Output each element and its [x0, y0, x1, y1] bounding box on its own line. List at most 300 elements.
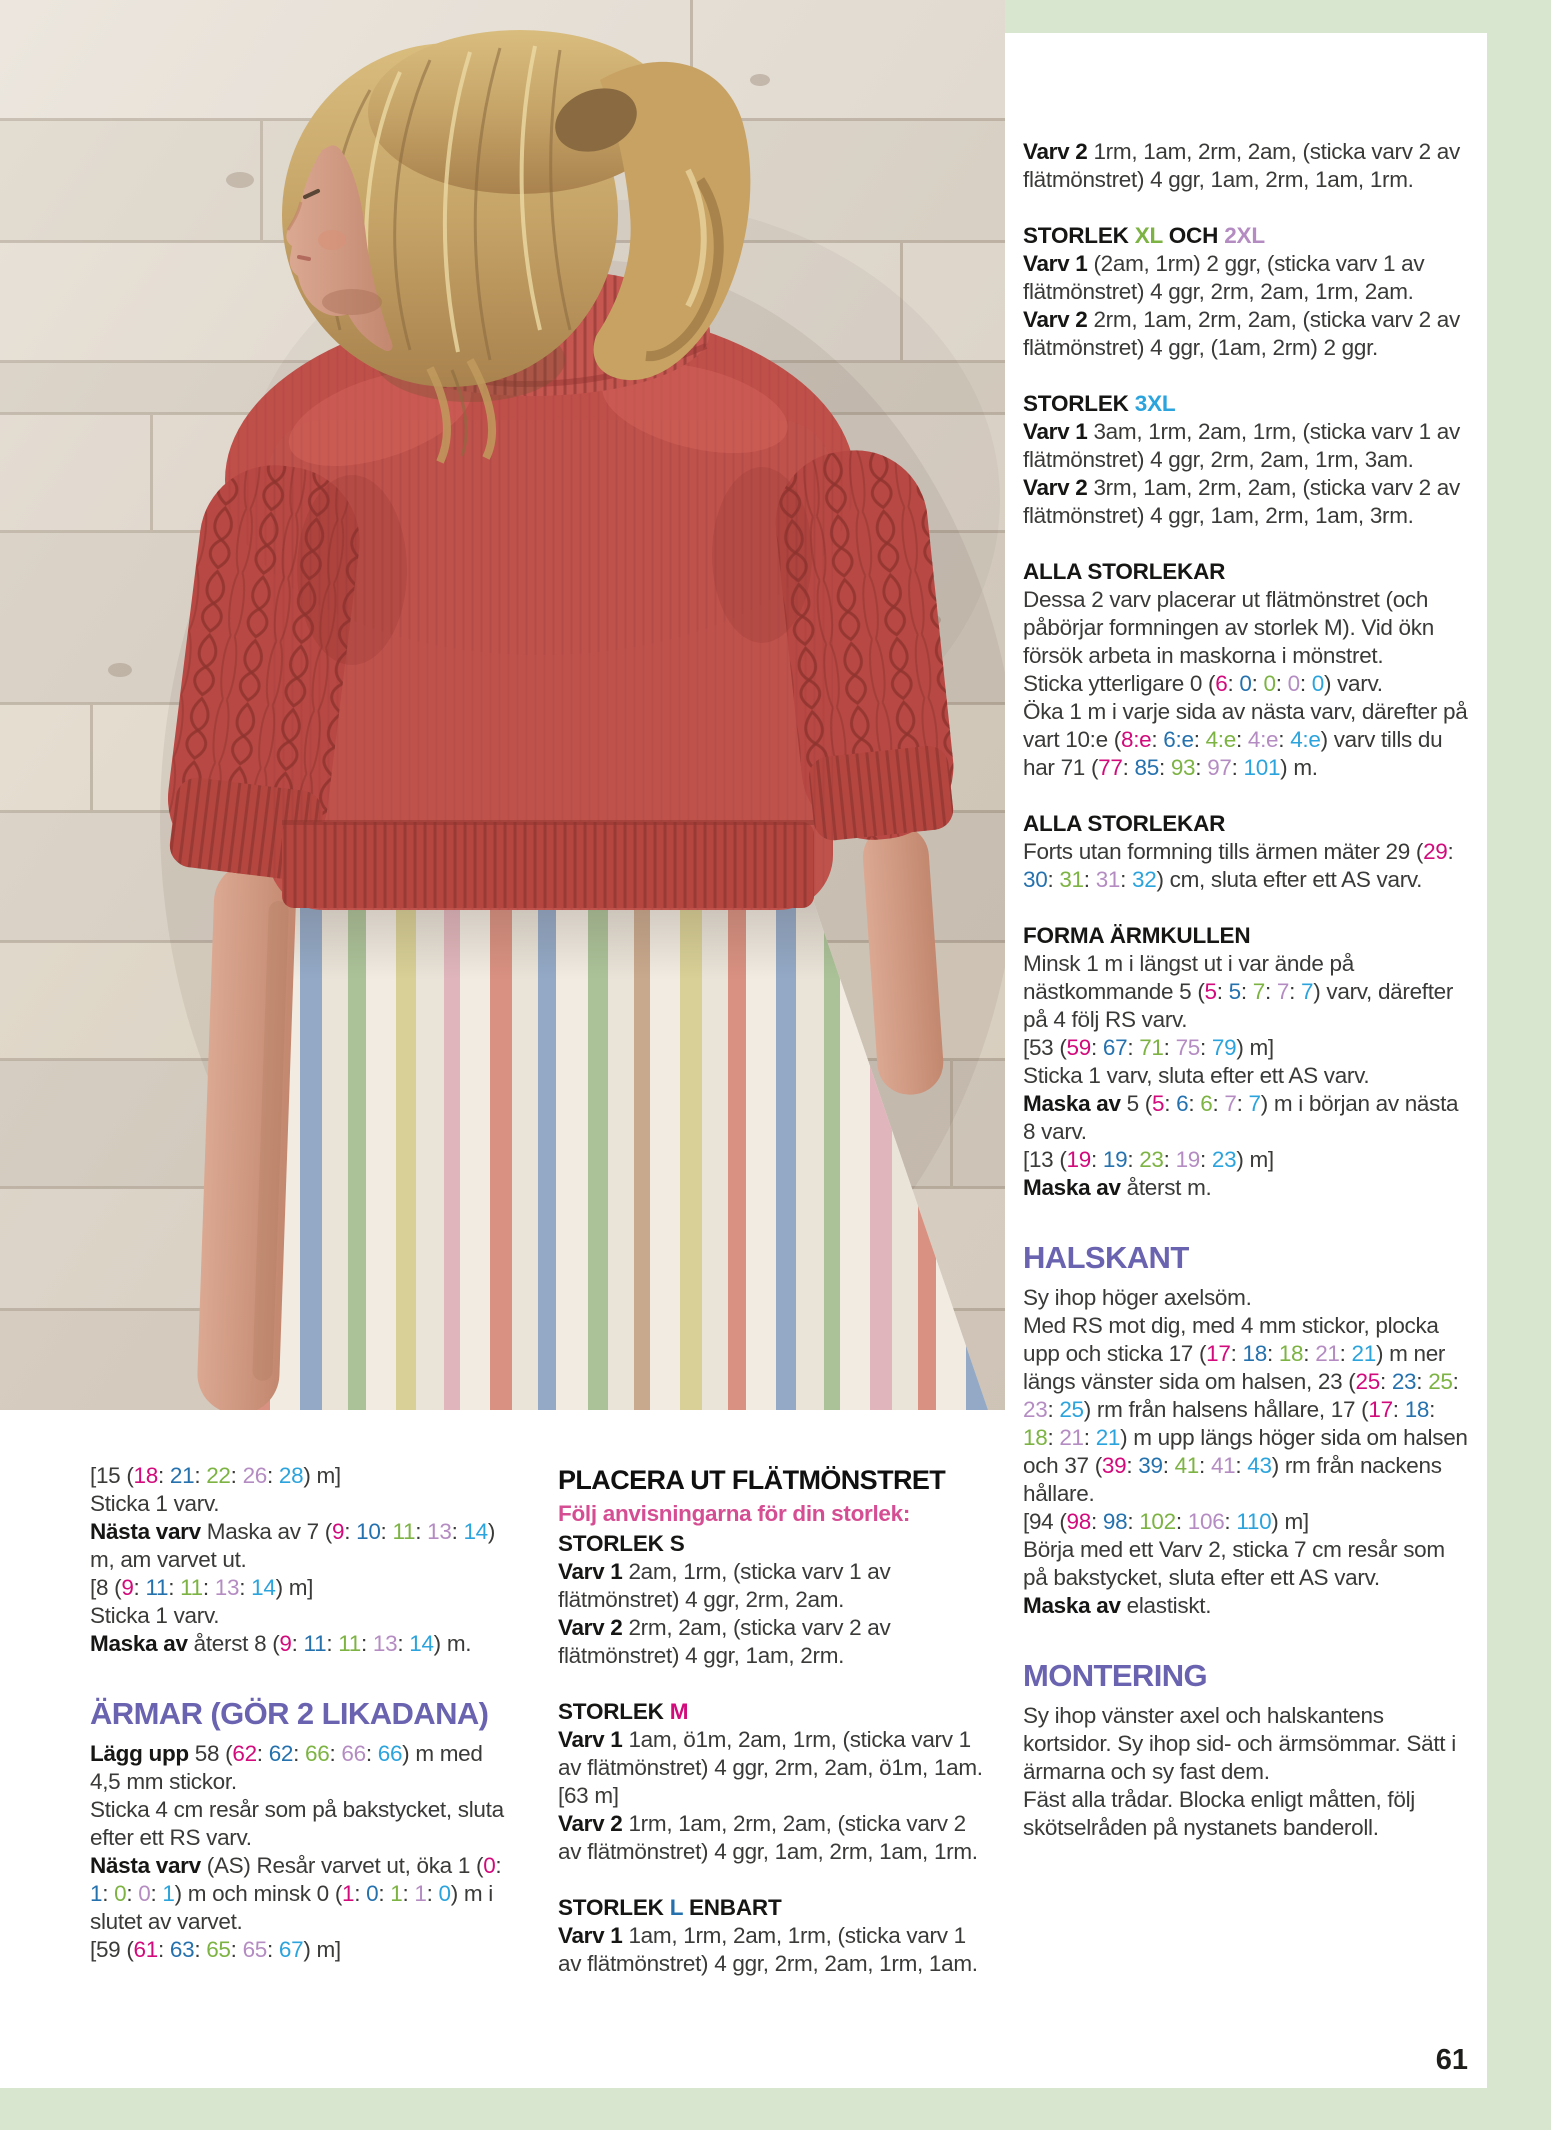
text-segment: :	[1158, 755, 1171, 780]
pattern-paragraph	[1023, 1034, 1471, 1062]
text-segment: STORLEK	[1023, 223, 1135, 248]
text-segment: 6	[1215, 671, 1228, 696]
text-segment: [53 (	[1023, 1035, 1067, 1060]
text-segment: 0	[138, 1881, 151, 1906]
text-segment: 3rm, 1am, 2rm, 2am, (sticka varv 2 av flätmönstret) 4 ggr, 1am, 2rm, 1am, 3rm.	[1023, 475, 1460, 528]
text-segment: 59	[1066, 1035, 1091, 1060]
pattern-paragraph	[90, 1602, 514, 1630]
text-segment: Varv 2	[1023, 475, 1094, 500]
pattern-paragraph	[1023, 670, 1471, 698]
text-segment: Sticka 1 varv.	[90, 1603, 220, 1628]
text-segment: 19	[1102, 1147, 1128, 1172]
pattern-paragraph	[90, 1936, 514, 1964]
text-segment: elastiskt.	[1126, 1593, 1212, 1618]
text-segment: 0	[1263, 671, 1276, 696]
text-segment: Varv 2	[1023, 139, 1094, 164]
text-segment: :	[1429, 1397, 1436, 1422]
text-segment: Sticka 1 varv.	[90, 1491, 220, 1516]
text-segment: STORLEK	[1023, 391, 1135, 416]
text-segment: [94 (	[1023, 1509, 1067, 1534]
text-segment: :	[1047, 1425, 1060, 1450]
text-segment: 110	[1236, 1509, 1272, 1534]
text-segment: 13	[372, 1631, 398, 1656]
paragraph-gap	[1023, 782, 1471, 808]
pattern-paragraph	[90, 1518, 514, 1574]
text-segment: ) rm från halsens hållare, 17 (	[1083, 1397, 1369, 1422]
section-heading	[558, 1894, 990, 1922]
text-segment: :	[1275, 671, 1288, 696]
text-segment: Maska av 7 (	[206, 1519, 332, 1544]
paragraph-gap	[1023, 530, 1471, 556]
text-segment: 11	[338, 1631, 361, 1656]
section-heading	[90, 1694, 514, 1734]
text-segment: :	[1224, 1509, 1237, 1534]
text-segment: Fäst alla trådar. Blocka enligt måtten, följ skötselråden på nystanets banderoll.	[1023, 1787, 1415, 1840]
text-segment: 17	[1368, 1397, 1393, 1422]
text-segment: [8 (	[90, 1575, 122, 1600]
text-segment: Maska av	[1023, 1091, 1127, 1116]
text-segment: 5 (	[1126, 1091, 1152, 1116]
text-segment: :	[1235, 1453, 1248, 1478]
pattern-column-left	[90, 1462, 514, 1964]
text-segment: :	[1195, 755, 1208, 780]
text-segment: 18	[1242, 1341, 1267, 1366]
text-segment: 71	[1139, 1035, 1164, 1060]
text-segment: 66	[305, 1741, 330, 1766]
paragraph-gap	[1023, 1620, 1471, 1646]
pattern-paragraph	[1023, 1786, 1471, 1842]
text-segment: 66	[341, 1741, 366, 1766]
text-segment: :	[168, 1575, 181, 1600]
text-segment: :	[239, 1575, 252, 1600]
page-number: 61	[1435, 2044, 1468, 2076]
text-segment: 0	[1239, 671, 1252, 696]
text-segment: 4:e	[1247, 727, 1279, 752]
text-segment: ALLA STORLEKAR	[1023, 811, 1226, 836]
text-segment: 6	[1200, 1091, 1213, 1116]
text-segment: Nästa varv	[90, 1519, 207, 1544]
section-heading	[1023, 558, 1471, 586]
text-segment: :	[1265, 979, 1277, 1004]
section-heading	[1023, 810, 1471, 838]
text-segment: :	[1047, 1397, 1060, 1422]
text-segment: ) m i slutet av varvet.	[90, 1881, 493, 1934]
text-segment: :	[1193, 727, 1206, 752]
text-segment: 41	[1210, 1453, 1236, 1478]
text-segment: :	[1303, 1341, 1316, 1366]
lips	[299, 257, 309, 259]
pattern-paragraph	[1023, 474, 1471, 530]
text-segment: :	[1251, 671, 1264, 696]
text-segment: 30	[1023, 867, 1048, 892]
text-segment: :	[1127, 1035, 1140, 1060]
text-segment: :	[1151, 727, 1164, 752]
section-heading	[1023, 222, 1471, 250]
text-segment: 1	[342, 1881, 355, 1906]
pattern-column-middle	[558, 1462, 990, 1978]
text-segment: :	[426, 1881, 439, 1906]
pattern-paragraph	[90, 1490, 514, 1518]
text-segment: 19	[1066, 1147, 1091, 1172]
pattern-paragraph	[558, 1726, 990, 1810]
text-segment: Lägg upp	[90, 1741, 195, 1766]
text-segment: Varv 1	[1023, 419, 1094, 444]
text-segment: 7	[1224, 1091, 1237, 1116]
text-segment: Sticka 4 cm resår som på bakstycket, sluta efter ett RS varv.	[90, 1797, 504, 1850]
text-segment: ) m]	[303, 1463, 341, 1488]
text-segment: :	[157, 1463, 170, 1488]
text-segment: :	[126, 1881, 139, 1906]
pattern-paragraph	[558, 1810, 990, 1866]
pattern-paragraph	[90, 1574, 514, 1602]
text-segment: 31	[1059, 867, 1084, 892]
pattern-paragraph	[1023, 1146, 1471, 1174]
text-segment: 75	[1175, 1035, 1200, 1060]
text-segment: ) m och minsk 0 (	[174, 1881, 343, 1906]
text-segment: :	[1339, 1341, 1352, 1366]
text-segment: 43	[1247, 1453, 1272, 1478]
paragraph-gap	[1023, 894, 1471, 920]
text-segment: :	[1379, 1369, 1392, 1394]
pattern-paragraph	[1023, 1062, 1471, 1090]
text-segment: :	[133, 1575, 146, 1600]
text-segment: 4:e	[1290, 727, 1321, 752]
text-segment: 3XL	[1134, 391, 1176, 416]
text-segment: Dessa 2 varv placerar ut flätmönstret (och påbörjar formningen av storlek M). Vid ökn försök arbeta in maskorna i mönstret.	[1023, 587, 1434, 668]
pattern-paragraph	[1023, 250, 1471, 306]
pattern-paragraph	[558, 1922, 990, 1978]
text-segment: ENBART	[682, 1895, 782, 1920]
text-segment: :	[1199, 1453, 1211, 1478]
text-segment: 7	[1276, 979, 1290, 1004]
text-segment: Sticka 1 varv, sluta efter ett AS varv.	[1023, 1063, 1370, 1088]
text-segment: 32	[1132, 867, 1157, 892]
text-segment: M	[669, 1699, 689, 1724]
text-segment: L	[669, 1895, 683, 1920]
text-segment: :	[1231, 755, 1244, 780]
text-segment: STORLEK	[558, 1895, 670, 1920]
text-segment: 22	[206, 1463, 231, 1488]
text-segment: återst 8 (	[193, 1631, 280, 1656]
text-segment: 25	[1428, 1369, 1453, 1394]
text-segment: 1	[162, 1881, 175, 1906]
text-segment: 5	[1228, 979, 1241, 1004]
pattern-paragraph	[558, 1614, 990, 1670]
text-segment: :	[354, 1881, 367, 1906]
text-segment: 39	[1101, 1453, 1127, 1478]
pattern-paragraph	[1023, 838, 1471, 894]
text-segment: :	[1163, 1147, 1176, 1172]
paragraph-gap	[1023, 362, 1471, 388]
text-segment: ) m.	[1280, 755, 1318, 780]
text-segment: 9	[331, 1519, 345, 1544]
pattern-paragraph	[1023, 1090, 1471, 1146]
text-segment: 67	[1102, 1035, 1128, 1060]
text-segment: 101	[1243, 755, 1281, 780]
text-segment: :	[1163, 1035, 1176, 1060]
text-segment: 2rm, 1am, 2rm, 2am, (sticka varv 2 av flätmönstret) 4 ggr, (1am, 2rm) 2 ggr.	[1023, 307, 1460, 360]
text-segment: 6:e	[1163, 727, 1194, 752]
text-segment: 67	[278, 1937, 304, 1962]
text-segment: 18	[133, 1463, 158, 1488]
text-segment: Öka 1 m i varje sida av nästa varv, därefter på vart 10:e (	[1023, 699, 1468, 752]
paragraph-gap	[1023, 194, 1471, 220]
text-segment: 21	[169, 1463, 195, 1488]
pattern-paragraph	[1023, 1312, 1471, 1508]
text-segment: Varv 1	[558, 1727, 629, 1752]
text-segment: [13 (	[1023, 1147, 1067, 1172]
text-segment: :	[1090, 1035, 1103, 1060]
text-segment: FORMA ÄRMKULLEN	[1023, 923, 1251, 948]
text-segment: 3am, 1rm, 2am, 1rm, (sticka varv 1 av flätmönstret) 4 ggr, 2rm, 2am, 1rm, 3am.	[1023, 419, 1460, 472]
text-segment: 65	[242, 1937, 267, 1962]
text-segment: ) m med 4,5 mm stickor.	[90, 1741, 483, 1794]
text-segment: 14	[251, 1575, 276, 1600]
text-segment: 26	[242, 1463, 267, 1488]
text-segment: :	[1212, 1091, 1225, 1116]
text-segment: 77	[1098, 755, 1123, 780]
text-segment: ) m]	[303, 1937, 341, 1962]
pattern-paragraph	[90, 1852, 514, 1936]
text-segment: :	[194, 1937, 207, 1962]
pattern-paragraph	[1023, 1508, 1471, 1536]
text-segment: :	[293, 1741, 306, 1766]
text-segment: ) m]	[275, 1575, 314, 1600]
text-segment: 1	[414, 1881, 427, 1906]
text-segment: 21	[1351, 1341, 1376, 1366]
hem-band	[282, 820, 814, 908]
text-segment: ) m upp längs höger sida om halsen och 37 (	[1023, 1425, 1468, 1478]
text-segment: :	[1236, 1091, 1249, 1116]
text-segment: :	[1127, 1147, 1140, 1172]
text-segment: Sy ihop höger axelsöm.	[1023, 1285, 1252, 1310]
text-segment: 23	[1139, 1147, 1164, 1172]
text-segment: 14	[409, 1631, 434, 1656]
text-segment: :	[1289, 979, 1302, 1004]
text-segment: Varv 2	[1023, 307, 1094, 332]
text-segment: Sy ihop vänster axel och halskantens kortsidor. Sy ihop sid- och ärmsömmar. Sätt i ärmarna och sy fast dem.	[1023, 1703, 1456, 1784]
text-segment: 21	[1315, 1341, 1340, 1366]
text-segment: 0	[366, 1881, 379, 1906]
text-segment: 18	[1023, 1425, 1048, 1450]
text-segment: :	[1083, 867, 1096, 892]
text-segment: :	[451, 1519, 464, 1544]
text-segment: :	[1090, 1509, 1103, 1534]
text-segment: 7	[1252, 979, 1266, 1004]
text-segment: :	[1188, 1091, 1201, 1116]
pattern-paragraph	[558, 1558, 990, 1614]
text-segment: Maska av	[90, 1631, 194, 1656]
text-segment: :	[1200, 1035, 1212, 1060]
model-photo	[0, 0, 1005, 1410]
text-segment: :	[329, 1741, 342, 1766]
text-segment: :	[1175, 1509, 1188, 1534]
text-segment: :	[360, 1631, 373, 1656]
text-segment: 18	[1278, 1341, 1304, 1366]
text-segment: ) varv, därefter på 4 följ RS varv.	[1023, 979, 1454, 1032]
text-segment: 97	[1207, 755, 1232, 780]
text-segment: STORLEK	[558, 1699, 670, 1724]
text-segment: ) m]	[1236, 1035, 1274, 1060]
section-heading	[1023, 1238, 1471, 1278]
text-segment: :	[1447, 839, 1454, 864]
text-segment: Varv 1	[558, 1559, 629, 1584]
text-segment: XL	[1134, 223, 1163, 248]
text-segment: :	[326, 1631, 339, 1656]
text-segment: :	[1090, 1147, 1103, 1172]
text-segment: :	[495, 1853, 502, 1878]
text-segment: ) varv.	[1323, 671, 1383, 696]
text-segment: 11	[392, 1519, 416, 1544]
text-segment: :	[402, 1881, 415, 1906]
text-segment: 41	[1174, 1453, 1200, 1478]
text-segment: 0	[1311, 671, 1324, 696]
text-segment: :	[1235, 727, 1248, 752]
text-segment: 7	[1301, 979, 1314, 1004]
text-segment: :	[1162, 1453, 1175, 1478]
text-segment: 0	[1287, 671, 1300, 696]
text-segment: 5	[1152, 1091, 1165, 1116]
text-segment: 11	[180, 1575, 203, 1600]
text-segment: 25	[1355, 1369, 1380, 1394]
text-segment: 23	[1023, 1397, 1048, 1422]
text-segment: 10	[356, 1519, 381, 1544]
text-segment: 11	[145, 1575, 169, 1600]
text-segment: :	[256, 1741, 269, 1766]
text-segment: (2am, 1rm) 2 ggr, (sticka varv 1 av flätmönstret) 4 ggr, 2rm, 2am, 1rm, 2am.	[1023, 251, 1425, 304]
text-segment: :	[344, 1519, 357, 1544]
text-segment: 0	[438, 1881, 451, 1906]
pattern-paragraph	[1023, 138, 1471, 194]
section-heading	[1023, 390, 1471, 418]
pattern-paragraph	[1023, 418, 1471, 474]
text-segment: (AS) Resår varvet ut, öka 1 (	[206, 1853, 484, 1878]
text-segment: 21	[1059, 1425, 1084, 1450]
text-segment: Följ anvisningarna för din storlek:	[558, 1501, 911, 1526]
text-segment: ) varv tills du har 71 (	[1023, 727, 1443, 780]
text-segment: Minsk 1 m i längst ut i var ände på nästkommande 5 (	[1023, 951, 1354, 1004]
text-segment: 23	[1391, 1369, 1417, 1394]
section-heading	[558, 1698, 990, 1726]
text-segment: :	[1278, 727, 1291, 752]
text-segment: :	[202, 1575, 215, 1600]
text-segment: 1am, ö1m, 2am, 1rm, (sticka varv 1 av flätmönstret) 4 ggr, 2rm, 2am, ö1m, 1am. [63 m]	[558, 1727, 983, 1808]
text-segment: :	[397, 1631, 410, 1656]
text-segment: 25	[1059, 1397, 1084, 1422]
text-segment: ) m ner längs vänster sida om halsen, 23 (	[1023, 1341, 1446, 1394]
text-segment: :	[1392, 1397, 1405, 1422]
text-segment: :	[157, 1937, 170, 1962]
text-segment: 29	[1423, 839, 1448, 864]
text-segment: 17	[1206, 1341, 1231, 1366]
text-segment: :	[380, 1519, 393, 1544]
text-segment: :	[1164, 1091, 1177, 1116]
pattern-paragraph	[1023, 1174, 1471, 1202]
text-segment: :	[267, 1937, 279, 1962]
pattern-paragraph	[1023, 586, 1471, 670]
pattern-paragraph	[1023, 1284, 1471, 1312]
text-segment: 1	[90, 1881, 103, 1906]
text-segment: Sticka ytterligare 0 (	[1023, 671, 1216, 696]
text-segment: 98	[1066, 1509, 1091, 1534]
text-segment: ) cm, sluta efter ett AS varv.	[1156, 867, 1423, 892]
pattern-column-right	[1023, 138, 1471, 1842]
text-segment: [15 (	[90, 1463, 134, 1488]
section-heading	[558, 1530, 990, 1558]
paragraph-gap	[558, 1670, 990, 1696]
text-segment: 21	[1095, 1425, 1121, 1450]
text-segment: 5	[1204, 979, 1217, 1004]
pattern-paragraph	[558, 1500, 990, 1528]
pattern-paragraph	[90, 1630, 514, 1658]
text-segment: 1rm, 1am, 2rm, 2am, (sticka varv 2 av flätmönstret) 4 ggr, 1am, 2rm, 1am, 1rm.	[558, 1811, 978, 1864]
pattern-paragraph	[90, 1462, 514, 1490]
text-segment: 18	[1404, 1397, 1430, 1422]
text-segment: :	[1122, 755, 1135, 780]
text-segment: 63	[169, 1937, 195, 1962]
text-segment: [59 (	[90, 1937, 134, 1962]
text-segment: 85	[1134, 755, 1159, 780]
text-segment: 58 (	[194, 1741, 233, 1766]
text-segment: ) rm från nackens hållare.	[1023, 1453, 1442, 1506]
text-segment: :	[1083, 1425, 1096, 1450]
text-segment: 39	[1138, 1453, 1163, 1478]
paragraph-gap	[90, 1658, 514, 1684]
text-segment: 4:e	[1205, 727, 1236, 752]
text-segment: 0	[114, 1881, 127, 1906]
text-segment: MONTERING	[1023, 1658, 1208, 1693]
text-segment: 0	[483, 1853, 496, 1878]
text-segment: 79	[1211, 1035, 1237, 1060]
text-segment: :	[267, 1463, 279, 1488]
text-segment: 9	[279, 1631, 292, 1656]
text-segment: :	[1416, 1369, 1429, 1394]
text-segment: 98	[1102, 1509, 1128, 1534]
text-segment: 2am, 1rm, (sticka varv 1 av flätmönstret) 4 ggr, 2rm, 2am.	[558, 1559, 891, 1612]
text-segment: :	[378, 1881, 391, 1906]
text-segment: ALLA STORLEKAR	[1023, 559, 1226, 584]
text-segment: :	[150, 1881, 163, 1906]
text-segment: 13	[427, 1519, 452, 1544]
pattern-paragraph	[1023, 1702, 1471, 1786]
pattern-paragraph	[1023, 1536, 1471, 1592]
text-segment: Varv 1	[558, 1923, 629, 1948]
section-heading	[558, 1462, 990, 1498]
text-segment: 66	[377, 1741, 403, 1766]
text-segment: PLACERA UT FLÄTMÖNSTRET	[558, 1465, 946, 1495]
text-segment: :	[1216, 979, 1229, 1004]
text-segment: 8:e	[1121, 727, 1152, 752]
text-segment: ÄRMAR (GÖR 2 LIKADANA)	[90, 1696, 489, 1731]
text-segment: :	[1200, 1147, 1212, 1172]
text-segment: 14	[463, 1519, 488, 1544]
text-segment: :	[1227, 671, 1240, 696]
text-segment: :	[415, 1519, 428, 1544]
text-segment: Maska av	[1023, 1175, 1127, 1200]
text-segment: :	[1126, 1453, 1139, 1478]
text-segment: Forts utan formning tills ärmen mäter 29 (	[1023, 839, 1424, 864]
text-segment: 6	[1176, 1091, 1189, 1116]
pattern-paragraph	[90, 1796, 514, 1852]
text-segment: :	[1240, 979, 1253, 1004]
text-segment: 2rm, 2am, (sticka varv 2 av flätmönstret) 4 ggr, 1am, 2rm.	[558, 1615, 891, 1668]
text-segment: :	[1266, 1341, 1279, 1366]
text-segment: Varv 2	[558, 1811, 629, 1836]
text-segment: 11	[303, 1631, 327, 1656]
model-photo-illustration	[0, 0, 1005, 1410]
text-segment: 7	[1248, 1091, 1261, 1116]
section-heading	[1023, 922, 1471, 950]
